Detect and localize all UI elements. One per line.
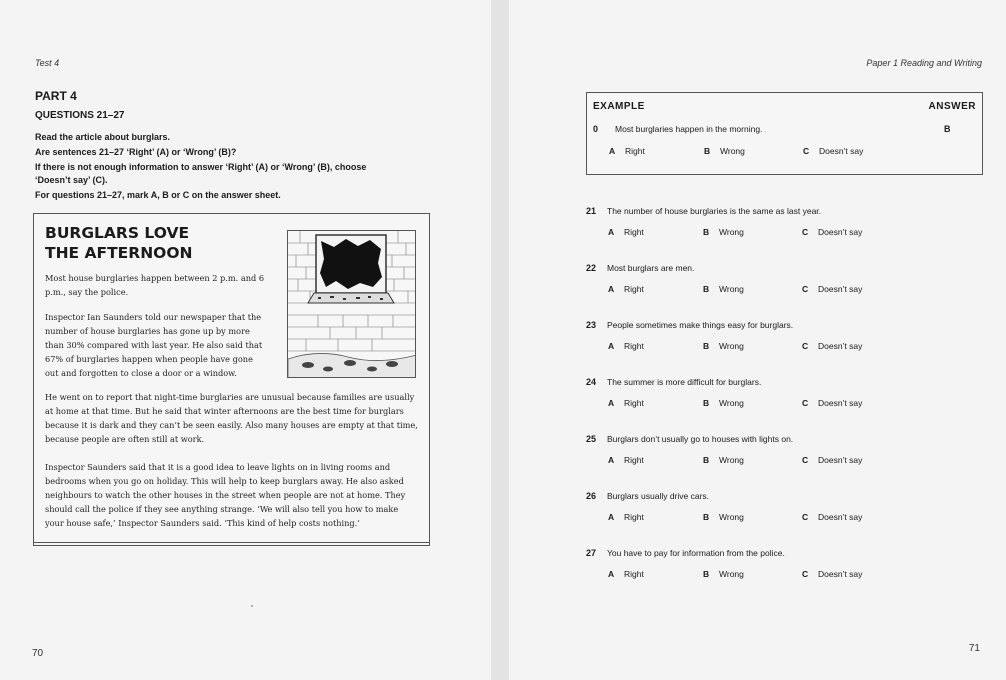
option-text: Right bbox=[624, 569, 644, 579]
question-item bbox=[586, 263, 986, 297]
option-a bbox=[608, 512, 644, 522]
option-letter: B bbox=[703, 227, 710, 237]
option-text: Doesn’t say bbox=[818, 398, 863, 408]
instruction-line: Read the article about burglars. bbox=[35, 132, 171, 142]
option-text: Doesn’t say bbox=[818, 227, 863, 237]
option-text: Wrong bbox=[719, 455, 744, 465]
option-c bbox=[802, 398, 862, 408]
option-letter: C bbox=[802, 569, 809, 579]
instruction-line: For questions 21–27, mark A, B or C on the answer sheet. bbox=[35, 190, 281, 200]
instruction-line: ‘Doesn’t say’ (C). bbox=[35, 175, 108, 185]
article-box bbox=[33, 213, 430, 546]
option-text: Right bbox=[624, 341, 644, 351]
option-text: Right bbox=[624, 398, 644, 408]
question-text: Burglars usually drive cars. bbox=[607, 491, 710, 501]
option-letter: C bbox=[803, 146, 810, 156]
article-title-line: BURGLARS LOVE bbox=[45, 224, 190, 242]
option-c bbox=[802, 341, 862, 351]
option-c bbox=[802, 569, 862, 579]
example-number: 0 bbox=[593, 124, 599, 134]
question-number: 27 bbox=[586, 548, 597, 558]
option-letter: C bbox=[802, 455, 809, 465]
question-number: 21 bbox=[586, 206, 597, 216]
option-a bbox=[608, 341, 644, 351]
option-letter: C bbox=[802, 512, 809, 522]
option-text: Doesn’t say bbox=[818, 284, 863, 294]
option-a bbox=[608, 284, 644, 294]
page-number-right: 71 bbox=[968, 643, 980, 654]
example-text: Most burglaries happen in the morning. bbox=[615, 124, 763, 134]
question-text: Burglars don’t usually go to houses with lights on. bbox=[607, 434, 794, 444]
question-item bbox=[586, 548, 986, 582]
option-c bbox=[802, 284, 862, 294]
article-paragraph: He went on to report that night-time burglaries are unusual because families are usually at home at that time. But he said that winter afternoons are the best time for burglars because it is dark and they can’t be seen easily. Also many houses are empty at that time, because people are often still at work. bbox=[45, 392, 418, 444]
article-title-line: THE AFTERNOON bbox=[45, 244, 193, 262]
question-number: 26 bbox=[586, 491, 597, 501]
speck bbox=[251, 605, 253, 607]
option-b bbox=[704, 146, 745, 156]
option-text: Doesn’t say bbox=[818, 569, 863, 579]
option-b bbox=[703, 284, 744, 294]
option-b bbox=[703, 455, 744, 465]
option-text: Wrong bbox=[720, 146, 745, 156]
option-letter: A bbox=[608, 227, 615, 237]
question-number: 22 bbox=[586, 263, 597, 273]
article-bottom-rule bbox=[34, 542, 429, 543]
instruction-line: If there is not enough information to answer ‘Right’ (A) or ‘Wrong’ (B), choose bbox=[35, 162, 367, 172]
option-letter: B bbox=[703, 512, 710, 522]
option-letter: A bbox=[609, 146, 616, 156]
question-number: 23 bbox=[586, 320, 597, 330]
option-text: Right bbox=[625, 146, 645, 156]
book-gutter bbox=[491, 0, 509, 680]
question-number: 25 bbox=[586, 434, 597, 444]
option-a bbox=[608, 398, 644, 408]
option-text: Right bbox=[624, 512, 644, 522]
question-item bbox=[586, 434, 986, 468]
question-options bbox=[608, 341, 928, 353]
option-a bbox=[608, 227, 644, 237]
example-answer: B bbox=[944, 124, 951, 134]
question-item bbox=[586, 320, 986, 354]
option-text: Wrong bbox=[719, 341, 744, 351]
option-letter: C bbox=[802, 227, 809, 237]
option-b bbox=[703, 227, 744, 237]
left-page bbox=[0, 0, 491, 680]
article-title bbox=[45, 223, 193, 263]
option-text: Wrong bbox=[719, 284, 744, 294]
question-options bbox=[608, 512, 928, 524]
option-b bbox=[703, 512, 744, 522]
example-box bbox=[586, 92, 983, 175]
article-paragraph: Most house burglaries happen between 2 p.m. and 6 p.m., say the police. bbox=[45, 273, 265, 297]
option-a bbox=[608, 455, 644, 465]
instruction-line: Are sentences 21–27 ‘Right’ (A) or ‘Wrong’ (B)? bbox=[35, 147, 237, 157]
option-a bbox=[608, 569, 644, 579]
page-number-left: 70 bbox=[32, 648, 44, 659]
option-text: Right bbox=[624, 227, 644, 237]
answer-label: ANSWER bbox=[928, 101, 976, 112]
question-item bbox=[586, 491, 986, 525]
option-letter: B bbox=[703, 284, 710, 294]
option-text: Wrong bbox=[719, 398, 744, 408]
part-title: PART 4 bbox=[35, 89, 77, 103]
question-text: The summer is more difficult for burglars. bbox=[607, 377, 762, 387]
example-options bbox=[609, 146, 929, 158]
option-text: Right bbox=[624, 455, 644, 465]
option-text: Doesn’t say bbox=[818, 512, 863, 522]
article-paragraph: Inspector Ian Saunders told our newspaper that the number of house burglaries has gone up by more than 30% compared with last year. He also said that 67% of burglaries happen when people have gone out and forgotten to close a door or a window. bbox=[45, 312, 263, 378]
option-letter: B bbox=[703, 341, 710, 351]
broken-window-brick-wall-illustration bbox=[288, 231, 416, 378]
option-letter: C bbox=[802, 341, 809, 351]
question-options bbox=[608, 398, 928, 410]
question-options bbox=[608, 227, 928, 239]
option-a bbox=[609, 146, 645, 156]
option-text: Right bbox=[624, 284, 644, 294]
option-letter: B bbox=[703, 455, 710, 465]
page-header-left: Test 4 bbox=[35, 58, 60, 68]
option-text: Wrong bbox=[719, 227, 744, 237]
question-options bbox=[608, 284, 928, 296]
option-letter: C bbox=[802, 284, 809, 294]
example-label: EXAMPLE bbox=[593, 101, 645, 112]
question-options bbox=[608, 569, 928, 581]
question-text: People sometimes make things easy for burglars. bbox=[607, 320, 794, 330]
option-letter: A bbox=[608, 512, 615, 522]
option-letter: A bbox=[608, 341, 615, 351]
option-letter: A bbox=[608, 284, 615, 294]
option-letter: A bbox=[608, 398, 615, 408]
question-item bbox=[586, 377, 986, 411]
option-b bbox=[703, 341, 744, 351]
question-options bbox=[608, 455, 928, 467]
option-letter: C bbox=[802, 398, 809, 408]
broken-window-illustration bbox=[287, 230, 416, 378]
question-text: Most burglars are men. bbox=[607, 263, 695, 273]
option-b bbox=[703, 398, 744, 408]
option-letter: A bbox=[608, 455, 615, 465]
question-number: 24 bbox=[586, 377, 597, 387]
option-text: Wrong bbox=[719, 512, 744, 522]
option-letter: B bbox=[703, 569, 710, 579]
option-letter: B bbox=[703, 398, 710, 408]
questions-range: QUESTIONS 21–27 bbox=[35, 110, 125, 121]
page-header-right: Paper 1 Reading and Writing bbox=[866, 58, 982, 68]
option-text: Wrong bbox=[719, 569, 744, 579]
option-text: Doesn’t say bbox=[818, 341, 863, 351]
option-letter: B bbox=[704, 146, 711, 156]
option-text: Doesn’t say bbox=[819, 146, 864, 156]
option-text: Doesn’t say bbox=[818, 455, 863, 465]
option-c bbox=[803, 146, 863, 156]
option-c bbox=[802, 512, 862, 522]
option-b bbox=[703, 569, 744, 579]
option-c bbox=[802, 227, 862, 237]
question-text: You have to pay for information from the police. bbox=[607, 548, 785, 558]
option-c bbox=[802, 455, 862, 465]
option-letter: A bbox=[608, 569, 615, 579]
question-item bbox=[586, 206, 986, 240]
right-page bbox=[509, 0, 1006, 680]
question-text: The number of house burglaries is the same as last year. bbox=[607, 206, 822, 216]
article-paragraph: Inspector Saunders said that it is a good idea to leave lights on in living rooms and bedrooms when you go on holiday. This will help to keep burglars away. He also asked neighbours to watch the other houses in the street when people are not at home. They should call the police if they see anything strange. ‘We will also tell you how to make your house safe,’ Inspector Saunders said. ‘This kind of help costs nothing.’ bbox=[45, 462, 406, 528]
